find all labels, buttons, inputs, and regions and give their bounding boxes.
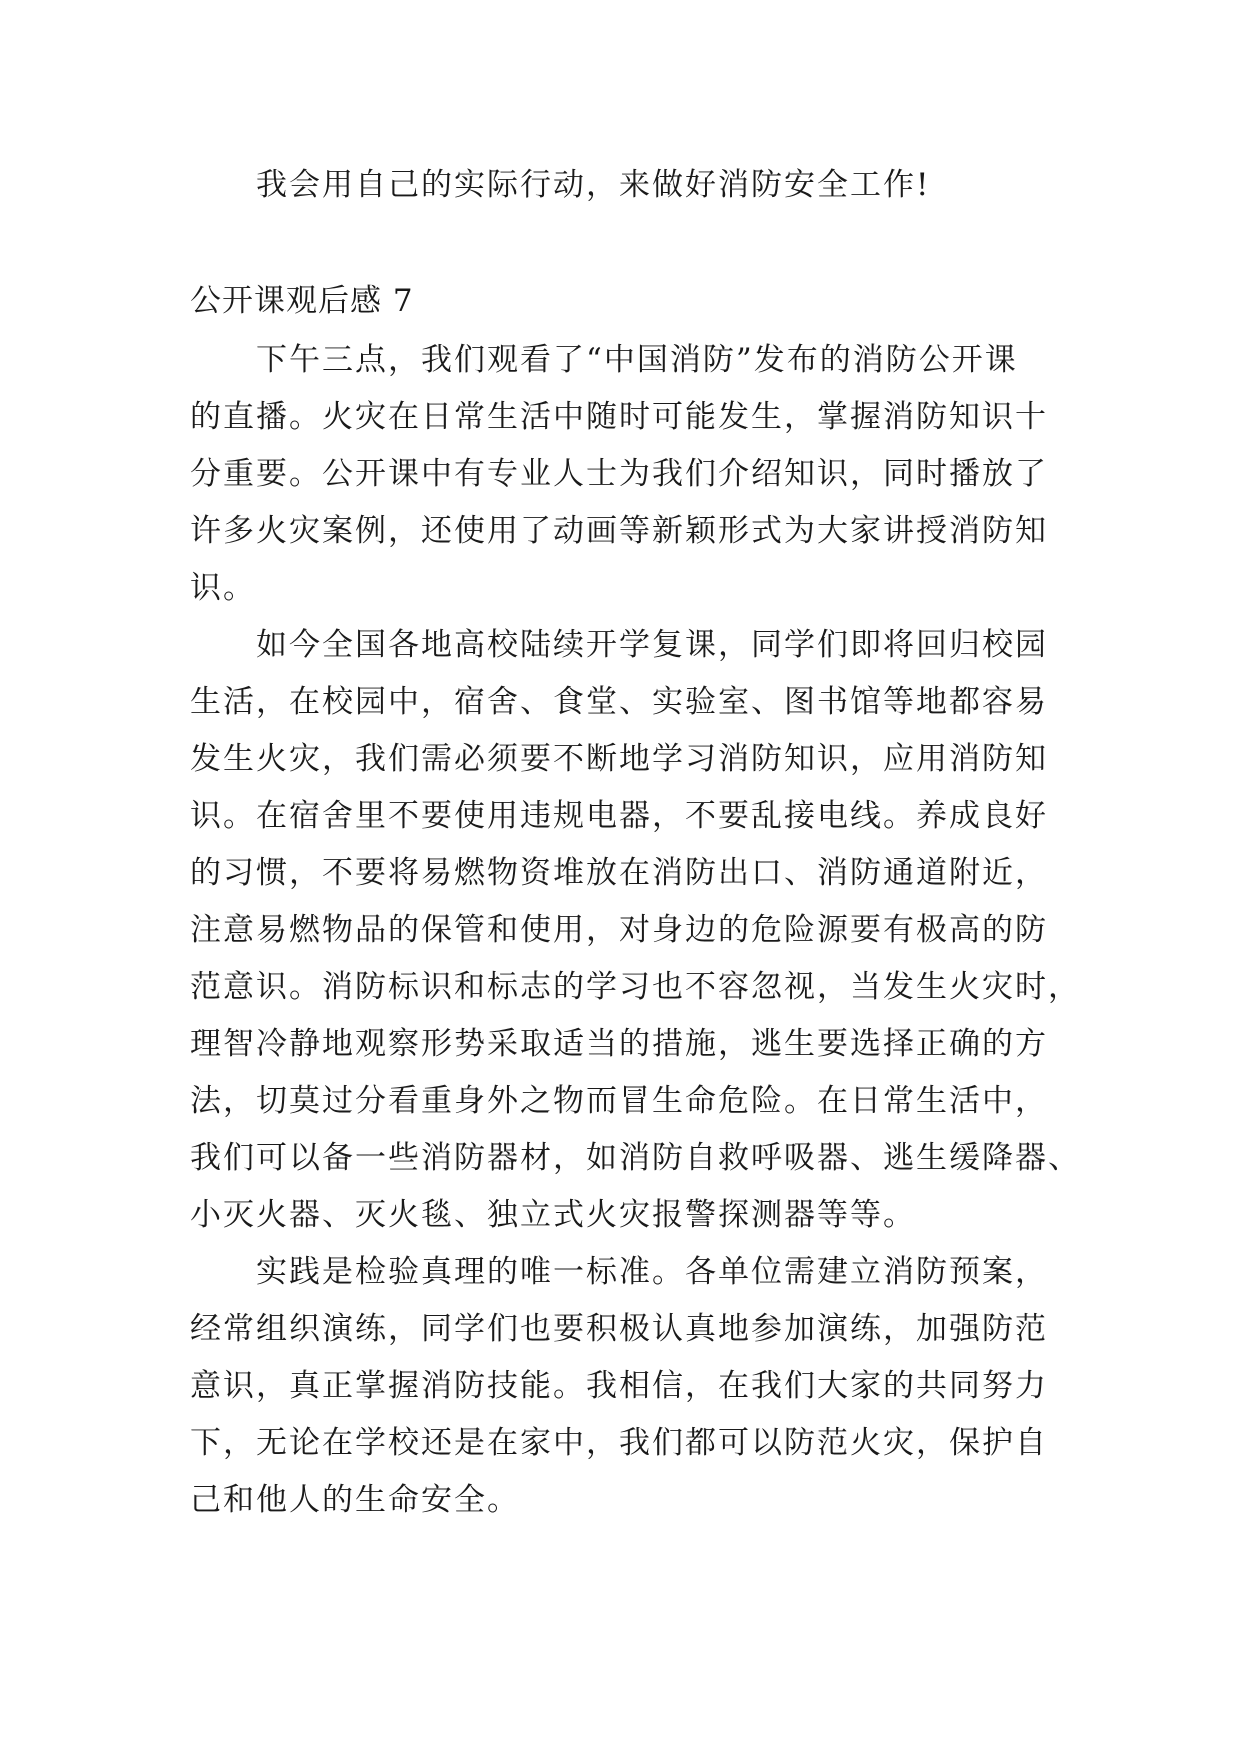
- paragraph-2-line-2: 生活，在校园中，宿舍、食堂、实验室、图书馆等地都容易: [190, 684, 1048, 720]
- paragraph-2-line-3: 发生火灾，我们需必须要不断地学习消防知识，应用消防知: [190, 741, 1048, 777]
- paragraph-2-line-10: 我们可以备一些消防器材，如消防自救呼吸器、逃生缓降器、: [190, 1140, 1081, 1176]
- paragraph-2-line-8: 理智冷静地观察形势采取适当的措施，逃生要选择正确的方: [190, 1026, 1048, 1062]
- paragraph-2-line-9: 法，切莫过分看重身外之物而冒生命危险。在日常生活中，: [190, 1083, 1048, 1119]
- paragraph-1-line-4: 许多火灾案例，还使用了动画等新颖形式为大家讲授消防知: [190, 513, 1048, 549]
- intro-line: 我会用自己的实际行动，来做好消防安全工作!: [256, 167, 931, 203]
- paragraph-3-line-5: 己和他人的生命安全。: [190, 1482, 520, 1518]
- paragraph-3-line-1: 实践是检验真理的唯一标准。各单位需建立消防预案，: [256, 1254, 1048, 1290]
- paragraph-1-line-1: 下午三点，我们观看了“中国消防”发布的消防公开课: [256, 342, 1018, 378]
- paragraph-3-line-2: 经常组织演练，同学们也要积极认真地参加演练，加强防范: [190, 1311, 1048, 1347]
- section-heading: 公开课观后感 7: [190, 283, 414, 319]
- paragraph-2-line-11: 小灭火器、灭火毯、独立式火灾报警探测器等等。: [190, 1197, 916, 1233]
- paragraph-1-line-5: 识。: [190, 570, 256, 606]
- paragraph-2-line-5: 的习惯，不要将易燃物资堆放在消防出口、消防通道附近，: [190, 855, 1048, 891]
- paragraph-3-line-4: 下，无论在学校还是在家中，我们都可以防范火灾，保护自: [190, 1425, 1048, 1461]
- paragraph-1-line-2: 的直播。火灾在日常生活中随时可能发生，掌握消防知识十: [190, 399, 1048, 435]
- paragraph-3-line-3: 意识，真正掌握消防技能。我相信，在我们大家的共同努力: [190, 1368, 1048, 1404]
- paragraph-2-line-6: 注意易燃物品的保管和使用，对身边的危险源要有极高的防: [190, 912, 1048, 948]
- paragraph-2-line-4: 识。在宿舍里不要使用违规电器，不要乱接电线。养成良好: [190, 798, 1048, 834]
- paragraph-1-line-3: 分重要。公开课中有专业人士为我们介绍知识，同时播放了: [190, 456, 1048, 492]
- paragraph-2-line-7: 范意识。消防标识和标志的学习也不容忽视，当发生火灾时，: [190, 969, 1081, 1005]
- paragraph-2-line-1: 如今全国各地高校陆续开学复课，同学们即将回归校园: [256, 627, 1048, 663]
